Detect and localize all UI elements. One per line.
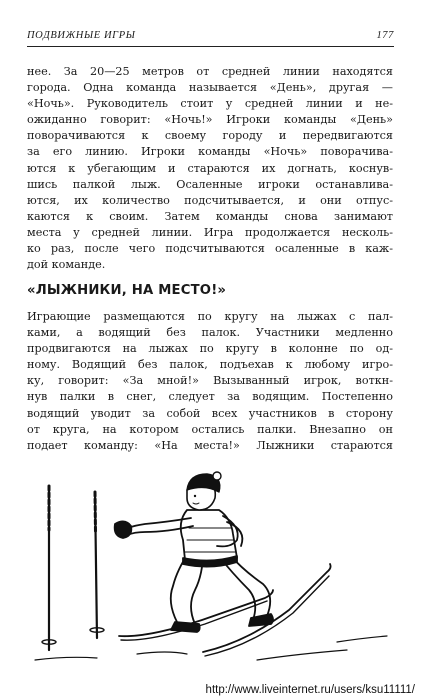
- text-line: дой команде.: [27, 258, 106, 272]
- text-line: от круга, на котором остались палки. Внезапно он: [27, 422, 393, 436]
- text-line: шись палкой лыж. Осаленные игроки останавлива-: [27, 177, 393, 191]
- text-line: каются к своим. Затем команды снова занимают: [27, 209, 393, 223]
- text-line: поворачиваются к своему городу и передвигаются: [27, 129, 393, 143]
- paragraph-2: [27, 309, 393, 454]
- ski-pole-left: [42, 486, 56, 650]
- text-line: нее. За 20—25 метров от средней линии находятся: [27, 65, 393, 78]
- text-line: места у средней линии. Игра продолжается несколь-: [27, 225, 393, 239]
- running-head: [27, 30, 394, 47]
- text-line: нув палки в снег, следует за водящим. Постепенно: [27, 390, 393, 404]
- game-heading: «ЛЫЖНИКИ, НА МЕСТО!»: [27, 283, 227, 298]
- skier-head: [187, 472, 221, 510]
- watermark-url: http://www.liveinternet.ru/users/ksu11111/: [205, 684, 415, 696]
- paragraph-1: [27, 64, 393, 273]
- text-line: «Ночь». Руководитель стоит у средней линии и не-: [27, 97, 393, 111]
- text-line: ко раз, после чего подсчитываются осаленные в каж-: [27, 242, 393, 256]
- text-line: ются, их количество подсчитывается, и они отпус-: [27, 193, 393, 207]
- text-line: города. Одна команда называется «День», другая —: [27, 81, 393, 95]
- skis: [119, 564, 331, 656]
- skier-illustration: [27, 470, 393, 670]
- text-line: ному. Водящий без палок, подъехав к любому игро-: [27, 358, 393, 372]
- text-line: ются к убегающим и стараются их догнать, коснув-: [27, 161, 393, 175]
- text-line: Играющие размещаются по кругу на лыжах с пал-: [27, 310, 393, 323]
- text-line: ку, говорит: «За мной!» Вызыванный игрок, воткн-: [27, 374, 393, 388]
- text-line: водящий уводит за собой всех участников в сторону: [27, 406, 393, 420]
- text-line: за его линию. Игроки команды «Ночь» поворачива-: [27, 145, 393, 159]
- text-line: ками, а водящий без палок. Участники медленно: [27, 326, 393, 340]
- section-title: ПОДВИЖНЫЕ ИГРЫ: [27, 30, 136, 41]
- text-line: продвигаются на лыжах по кругу в колонне по од-: [27, 342, 393, 356]
- skier-drawing: [27, 470, 393, 670]
- text-line: подает команду: «На места!» Лыжники стараются: [27, 438, 393, 452]
- ski-pole-right: [90, 492, 104, 638]
- page-number: 177: [376, 30, 394, 41]
- snow-ground: [35, 636, 387, 660]
- text-line: ожиданно говорит: «Ночь!» Игроки команды «День»: [27, 113, 393, 127]
